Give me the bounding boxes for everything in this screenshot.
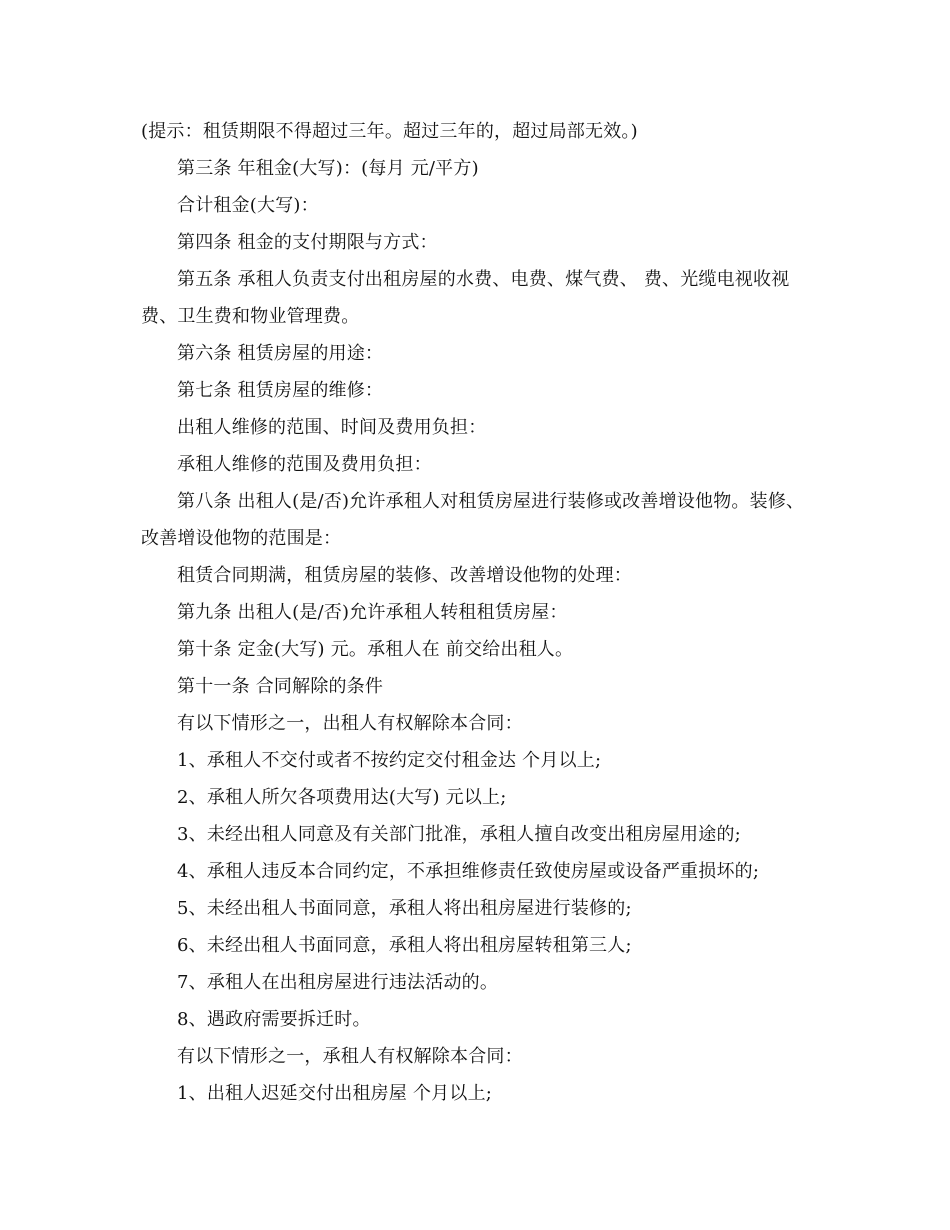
list-item-lessor-7: 7、承租人在出租房屋进行违法活动的。 (177, 972, 499, 993)
list-item-lessor-4: 4、承租人违反本合同约定，不承担维修责任致使房屋或设备严重损坏的; (177, 861, 760, 882)
paragraph-article-7-maintenance: 第七条 租赁房屋的维修： (177, 380, 384, 401)
list-item-lessor-5: 5、未经出租人书面同意，承租人将出租房屋进行装修的; (177, 898, 632, 919)
list-item-lessor-2: 2、承租人所欠各项费用达(大写) 元以上; (177, 787, 507, 808)
list-item-lessor-8: 8、遇政府需要拆迁时。 (177, 1009, 371, 1030)
paragraph-article-5-utilities: 第五条 承租人负责支付出租房屋的水费、电费、煤气费、 费、光缆电视收视费、卫生费和物业管理费。 (141, 269, 790, 327)
paragraph-article-4-payment: 第四条 租金的支付期限与方式： (177, 232, 438, 253)
paragraph-lessor-termination-intro: 有以下情形之一，出租人有权解除本合同： (177, 713, 523, 734)
list-item-lessor-6: 6、未经出租人书面同意，承租人将出租房屋转租第三人; (177, 935, 632, 956)
paragraph-article-11-termination: 第十一条 合同解除的条件 (177, 676, 384, 697)
paragraph-article-9-sublease: 第九条 出租人(是/否)允许承租人转租租赁房屋： (177, 602, 568, 623)
paragraph-article-6-usage: 第六条 租赁房屋的用途： (177, 343, 384, 364)
paragraph-article-10-deposit: 第十条 定金(大写) 元。承租人在 前交给出租人。 (177, 639, 574, 660)
list-item-lessor-3: 3、未经出租人同意及有关部门批准，承租人擅自改变出租房屋用途的; (177, 824, 741, 845)
list-item-lessee-1: 1、出租人迟延交付出租房屋 个月以上; (177, 1083, 493, 1104)
paragraph-article-3-annual-rent: 第三条 年租金(大写)：(每月 元/平方) (177, 158, 479, 179)
paragraph-lessee-maintenance: 承租人维修的范围及费用负担： (177, 454, 432, 475)
paragraph-lessee-termination-intro: 有以下情形之一，承租人有权解除本合同： (177, 1046, 523, 1067)
paragraph-lease-term-note: (提示：租赁期限不得超过三年。超过三年的，超过局部无效。) (141, 121, 638, 142)
paragraph-lessor-maintenance: 出租人维修的范围、时间及费用负担： (177, 417, 487, 438)
list-item-lessor-1: 1、承租人不交付或者不按约定交付租金达 个月以上; (177, 750, 602, 771)
document-body (141, 113, 813, 1112)
paragraph-renovation-at-expiry: 租赁合同期满，租赁房屋的装修、改善增设他物的处理： (177, 565, 632, 586)
paragraph-article-8-renovation: 第八条 出租人(是/否)允许承租人对租赁房屋进行装修或改善增设他物。装修、改善增设他物的范围是： (141, 491, 805, 549)
paragraph-total-rent: 合计租金(大写)： (177, 195, 319, 216)
